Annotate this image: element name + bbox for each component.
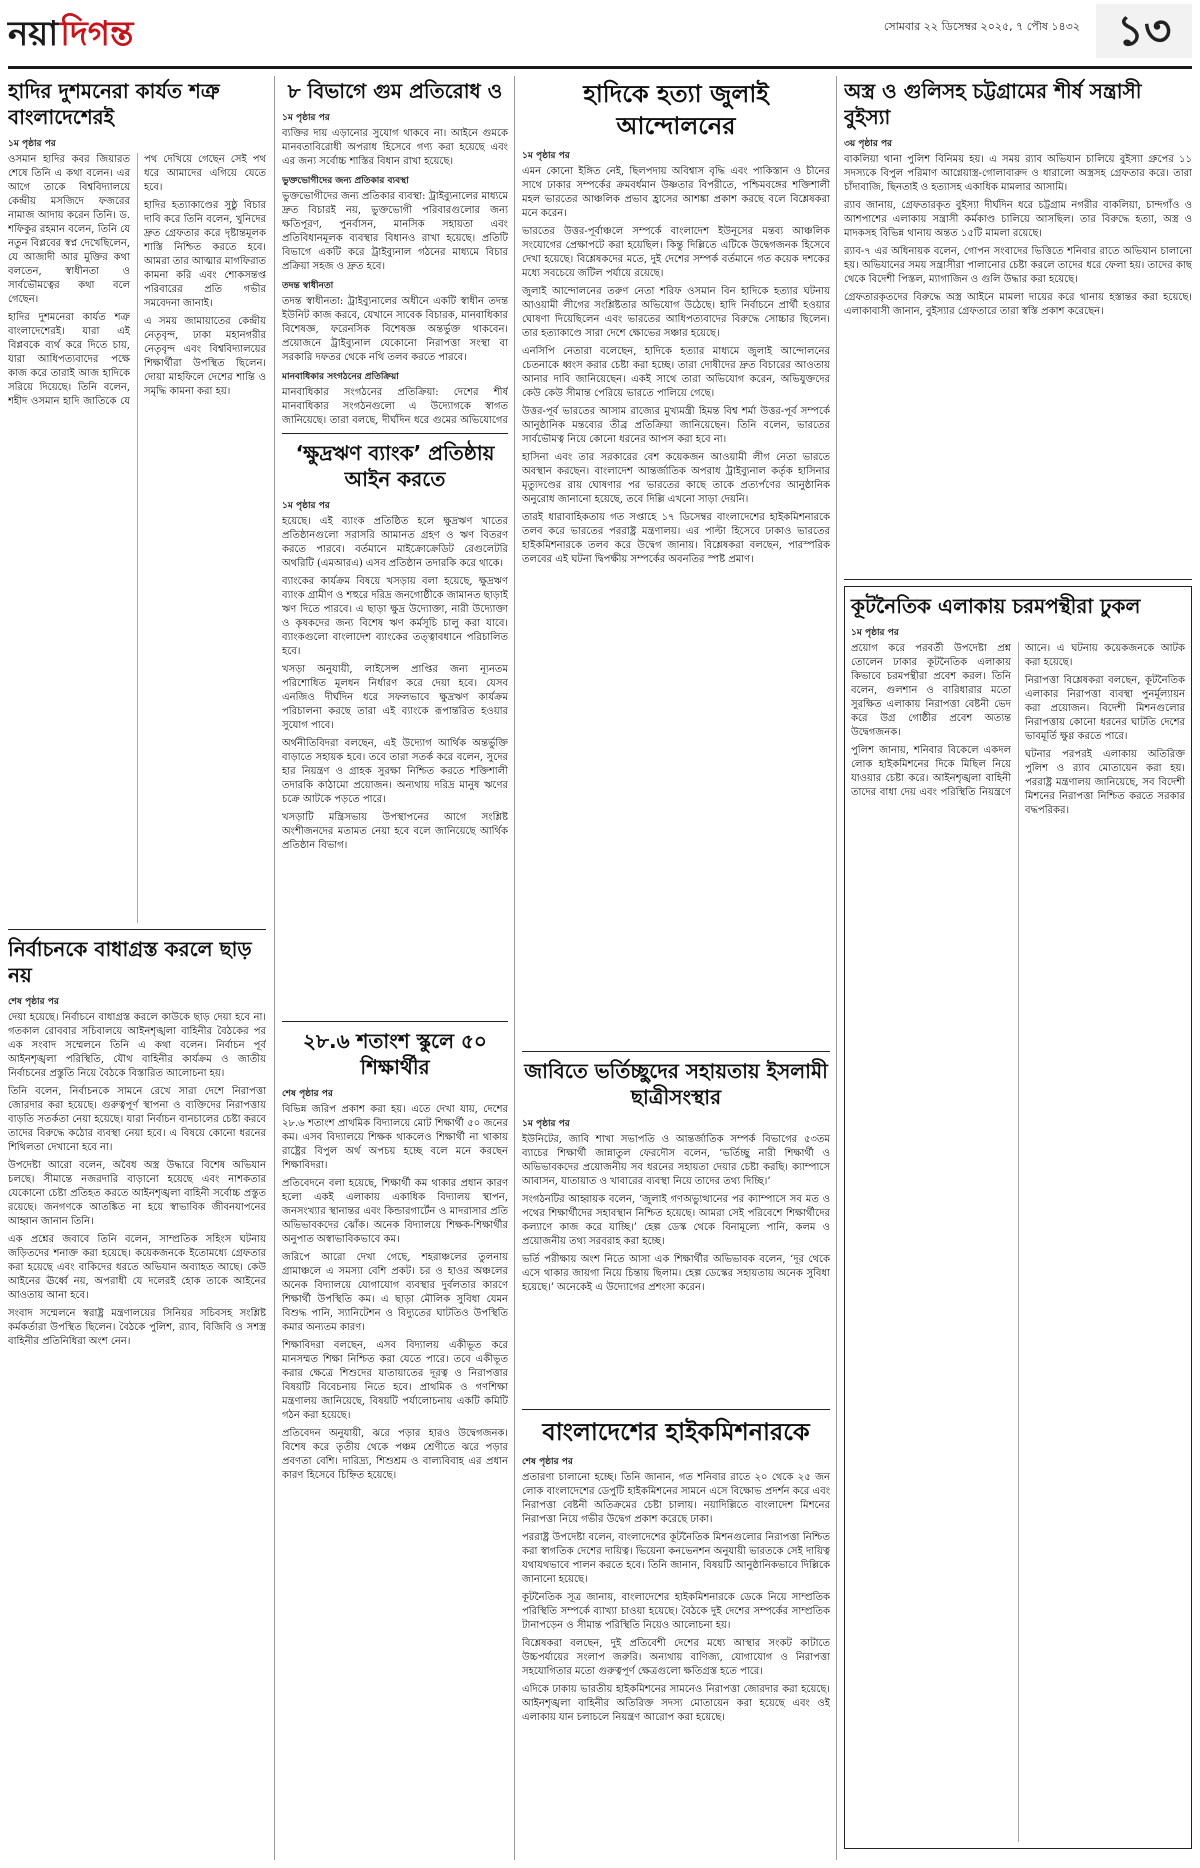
- paragraph: এমন কোনো ইঙ্গিত নেই, ছিলপদায় অবিশ্বাস বৃদ্ধি এবং পাকিস্তান ও চীনের সাথে ঢাকার সম্পর্কের ক্রমবর্ধমান উষ্ণতার বিপরীতে, পশ্চিমবঙ্গের শক্তিশালী মহল ভারতের আঞ্চলিক প্রভাব হ্রাসের আশঙ্কা প্রকাশ করছে বলে বিশ্লেষকরা মনে করেন।: [522, 166, 830, 219]
- story-school-students: [282, 1028, 508, 1483]
- paragraph: তিনি বলেন, নির্বাচনকে সামনে রেখে সারা দেশে নিরাপত্তা জোরদার করা হয়েছে। গুরুত্বপূর্ণ স্থাপনা ও ব্যক্তিদের নিরাপত্তায় বাড়তি সতর্কতা নেয়া হয়েছে। যারা নির্বাচন বানচালের চেষ্টা করবে তাদের বিরুদ্ধে কঠোর ব্যবস্থা নেয়া হবে। এ বিষয়ে কোনো ধরনের শিথিলতা দেখানো হবে না।: [8, 1086, 266, 1153]
- story-ctg-terrorist: [844, 78, 1192, 573]
- paragraph: সংবাদ সম্মেলনে স্বরাষ্ট্র মন্ত্রণালয়ের সিনিয়র সচিবসহ সংশ্লিষ্ট কর্মকর্তারা উপস্থিত ছিলেন। বৈঠকে পুলিশ, র‍্যাব, বিজিবি ও সশস্ত্র বাহিনীর প্রতিনিধিরা অংশ নেন।: [8, 1308, 266, 1347]
- headline[interactable]: ‘ক্ষুদ্রঋণ ব্যাংক’ প্রতিষ্ঠায় আইন করতে: [295, 441, 495, 491]
- paragraph: ব্যক্তির দায় এড়ানোর সুযোগ থাকবে না। আইনে গুমকে মানবতাবিরোধী অপরাধ হিসেবে গণ্য করা হয়েছে এবং এর জন্য সর্বোচ্চ শাস্তির বিধান রাখা হয়েছে।: [282, 128, 508, 167]
- headline[interactable]: ৮ বিভাগে গুম প্রতিরোধ ও: [287, 79, 503, 103]
- section-divider: [522, 1409, 830, 1410]
- paragraph: হাদির দুশমনেরা কার্যত শত্রু বাংলাদেশেরই। যারা এই বিপ্লবকে ব্যর্থ করে দিতে চায়, যারা আধিপত্যবাদের পক্ষে কাজ করে তারাই আজ হাদিকে সরিয়ে দিয়েছে। তিনি বলেন, শহীদ ওসমান হাদি জাতিকে যে পথ দেখিয়ে গেছেন সেই পথ ধরে আমাদের এগিয়ে যেতে হবে।: [8, 154, 266, 407]
- paragraph: হাসিনা এবং তার সরকারের বেশ কয়েকজন আওয়ামী লীগ নেতা ভারতে অবস্থান করছেন। বাংলাদেশ আন্তর্জাতিক অপরাধ ট্রাইব্যুনাল কর্তৃক হাসিনার মৃত্যুদণ্ডের রায় ঘোষণার পর ভারতের কাছে তাকে প্রত্যর্পণের আনুষ্ঠানিক অনুরোধ জানানো হয়েছে, তবে দিল্লি এখনো সাড়া দেয়নি।: [522, 452, 830, 505]
- paragraph: পুলিশ জানায়, শনিবার বিকেলে একদল লোক হাইকমিশনের দিকে মিছিল নিয়ে যাওয়ার চেষ্টা করে। আইনশৃঙ্খলা বাহিনী তাদের বাধা দেয় এবং পরিস্থিতি নিয়ন্ত্রণে আনে। এ ঘটনায় কয়েকজনকে আটক করা হয়েছে।: [851, 643, 1185, 798]
- section-divider: [282, 1021, 508, 1022]
- paragraph: ভুক্তভোগীদের জন্য প্রতিকার ব্যবস্থা: ট্রাইব্যুনালের মাধ্যমে দ্রুত বিচারই নয়, ভুক্তভোগী পরিবারগুলোর জন্য ক্ষতিপূরণ, পুনর্বাসন, মানসিক সহায়তা এবং প্রতিবিধানমূলক ব্যবস্থার বিধানও রাখা হয়েছে। প্রতিটি বিভাগে একটি করে ট্রাইব্যুনাল গঠনের মাধ্যমে বিচার প্রক্রিয়া সহজ ও দ্রুত হবে।: [282, 191, 508, 272]
- story-hadi-killing: [522, 78, 830, 1045]
- story-body: [522, 1133, 830, 1403]
- section-divider: [522, 1051, 830, 1052]
- column-2: [282, 78, 508, 1864]
- paragraph: প্রতিবেদন অনুযায়ী, ঝরে পড়ার হারও উদ্বেগজনক। বিশেষ করে তৃতীয় থেকে পঞ্চম শ্রেণীতে ঝরে পড়ার প্রবণতা বেশি। দারিদ্র্য, শিশুশ্রম ও বাল্যবিবাহ এর প্রধান কারণ হিসেবে চিহ্নিত হয়েছে।: [282, 1428, 508, 1481]
- continued-label: ১ম পৃষ্ঠার পর: [851, 628, 899, 638]
- paragraph: পররাষ্ট্র উপদেষ্টা বলেন, বাংলাদেশের কূটনৈতিক মিশনগুলোর নিরাপত্তা নিশ্চিত করা স্বাগতিক দেশের দায়িত্ব। ভিয়েনা কনভেনশন অনুযায়ী ভারতকে সেই দায়িত্ব যথাযথভাবে পালন করতে হবে। তিনি জানান, বিষয়টি আনুষ্ঠানিকভাবে দিল্লিকে জানানো হয়েছে।: [522, 1532, 830, 1585]
- paragraph: এক প্রশ্নের জবাবে তিনি বলেন, সাম্প্রতিক সহিংস ঘটনায় জড়িতদের শনাক্ত করা হয়েছে। কয়েকজনকে ইতোমধ্যে গ্রেফতার করা হয়েছে এবং বাকিদের ধরতে অভিযান অব্যাহত আছে। কেউ আইনের ঊর্ধ্বে নয়, অপরাধী যে দলেরই হোক তাকে আইনের আওতায় আনা হবে।: [8, 1234, 266, 1301]
- continued-label: ১ম পৃষ্ঠার পর: [8, 139, 56, 149]
- subhead: মানবাধিকার সংগঠনের প্রতিক্রিয়া: [282, 372, 399, 382]
- column-1: [8, 78, 266, 1864]
- paragraph: ওসমান হাদির কবর জিয়ারত শেষে তিনি এ কথা বলেন। এর আগে তাকে বিশ্ববিদ্যালয়ে কেন্দ্রীয় মসজিদে ফজরের নামাজ আদায় করেন তিনি। ড. শফিকুর রহমান বলেন, তিনি যে নতুন বিপ্লবের স্বপ্ন দেখেছিলেন, যে আজাদী আর মুক্তির কথা বলতেন, স্বাধীনতা ও সার্বভৌমত্বের কথা বলে গেছেন।: [8, 154, 130, 305]
- dateline: সোমবার ২২ ডিসেম্বর ২০২৫, ৭ পৌষ ১৪৩২: [883, 20, 1080, 33]
- paragraph: এদিকে ঢাকায় ভারতীয় হাইকমিশনের সামনেও নিরাপত্তা জোরদার করা হয়েছে। আইনশৃঙ্খলা বাহিনীর অতিরিক্ত সদস্য মোতায়েন করা হয়েছে এবং ওই এলাকায় যান চলাচলে নিয়ন্ত্রণ আরোপ করা হয়েছে।: [522, 1684, 830, 1723]
- story-election: [8, 936, 266, 1349]
- headline[interactable]: হাদিকে হত্যা জুলাই আন্দোলনের: [583, 80, 769, 140]
- paragraph: ভারতের উত্তর-পূর্বাঞ্চলে সম্পর্কে বাংলাদেশ ইউনূসের মন্তব্য আঞ্চলিক সংযোগের প্রেক্ষাপটে করা হয়েছিল। কিন্তু দিল্লিতে এটিকে উদ্বেগজনক হিসেবে দেখা হয়েছে। বিশ্লেষকদের মতে, দুই দেশের সম্পর্ক বর্তমানে গত কয়েক দশকের মধ্যে সবচেয়ে জটিল পর্যায়ে রয়েছে।: [522, 226, 830, 279]
- paragraph: এনসিপি নেতারা বলেছেন, হাদিকে হত্যার মাধ্যমে জুলাই আন্দোলনের চেতনাকে ধ্বংস করার চেষ্টা করা হচ্ছে। তারা দোষীদের দ্রুত বিচারের আওতায় আনার দাবি জানিয়েছেন। একই সাথে তারা অভিযোগ করেন, অভিযুক্তদের কেউ কেউ সীমান্ত পেরিয়ে ভারতে পালিয়ে গেছে।: [522, 346, 830, 399]
- headline[interactable]: হাদির দুশমনেরা কার্যত শত্রু বাংলাদেশেরই: [8, 79, 220, 129]
- story-microcredit: [282, 440, 508, 1015]
- story-body: [282, 127, 508, 427]
- paragraph: তদন্ত স্বাধীনতা: ট্রাইব্যুনালের অধীনে একটি স্বাধীন তদন্ত ইউনিট কাজ করবে, যেখানে সাবেক বিচারক, মানবাধিকার বিশেষজ্ঞ, ফরেনসিক বিশেষজ্ঞ অন্তর্ভুক্ত থাকবেন। প্রয়োজনে ট্রাইব্যুনাল যেকোনো নিরাপত্তা সংস্থা বা সরকারি দফতর থেকে নথি তলব করতে পারবে।: [282, 296, 508, 363]
- paragraph: প্রতিবেদনে বলা হয়েছে, শিক্ষার্থী কম থাকার প্রধান কারণ হলো একই এলাকায় একাধিক বিদ্যালয় স্থাপন, জনসংখ্যার স্থানান্তর এবং কিন্ডারগার্টেন ও মাদরাসার প্রতি অভিভাবকদের ঝোঁক। অনেক বিদ্যালয়ে শিক্ষক-শিক্ষার্থীর অনুপাত অস্বাভাবিকভাবে কম।: [282, 1178, 508, 1245]
- paragraph: অর্থনীতিবিদরা বলছেন, এই উদ্যোগ আর্থিক অন্তর্ভুক্তি বাড়াতে সহায়ক হবে। তবে তারা সতর্ক করে বলেন, সুদের হার নিয়ন্ত্রণ ও গ্রাহক সুরক্ষা নিশ্চিত করতে শক্তিশালী তদারকি কাঠামো প্রয়োজন। অন্যথায় দরিদ্র মানুষ ঋণের চক্রে আটকে পড়তে পারে।: [282, 738, 508, 805]
- paragraph: র‍্যাব-৭ এর অধিনায়ক বলেন, গোপন সংবাদের ভিত্তিতে শনিবার রাতে অভিযান চালানো হয়। অভিযানের সময় সন্ত্রাসীরা পালানোর চেষ্টা করলে তাদের ধরে ফেলা হয়। তাদের কাছ থেকে বিদেশী পিস্তল, ম্যাগাজিন ও গুলি উদ্ধার করা হয়েছে।: [844, 246, 1192, 285]
- paragraph: খসড়াটি মন্ত্রিসভায় উপস্থাপনের আগে সংশ্লিষ্ট অংশীজনদের মতামত নেয়া হবে বলে জানিয়েছে আর্থিক প্রতিষ্ঠান বিভাগ।: [282, 812, 508, 851]
- continued-label: ১ম পৃষ্ঠার পর: [522, 1119, 570, 1129]
- continued-label: শেষ পৃষ্ঠার পর: [522, 1457, 573, 1467]
- paragraph: গ্রেফতারকৃতদের বিরুদ্ধে অস্ত্র আইনে মামলা দায়ের করে থানায় হস্তান্তর করা হয়েছে। এলাকাবাসী জানান, বুইস্যার গ্রেফতারে তারা স্বস্তি প্রকাশ করেছেন।: [844, 292, 1192, 317]
- paragraph: দেয়া হয়েছে। নির্বাচনে বাধাগ্রস্ত করলে কাউকে ছাড় দেয়া হবে না। গতকাল রোববার সচিবালয়ে আইনশৃঙ্খলা বাহিনীর বৈঠকের পর এক সংবাদ সম্মেলনে তিনি এ কথা বলেন। নির্বাচন পূর্ব আইনশৃঙ্খলা পরিস্থিতি, যৌথ বাহিনীর কার্যক্রম ও জাতীয় নির্বাচনের প্রস্তুতি নিয়ে বৈঠকে বিস্তারিত আলোচনা হয়।: [8, 1012, 266, 1079]
- paragraph: ব্যাংকের কার্যক্রম বিষয়ে খসড়ায় বলা হয়েছে, ক্ষুদ্রঋণ ব্যাংক গ্রামীণ ও শহুরে দরিদ্র জনগোষ্ঠীকে জামানত ছাড়াই ঋণ দিতে পারবে। এ ছাড়া ক্ষুদ্র উদ্যোক্তা, নারী উদ্যোক্তা ও কৃষকদের জন্য বিশেষ ঋণ কর্মসূচি চালু করা যাবে। ব্যাংকগুলো বাংলাদেশ ব্যাংকের তত্ত্বাবধানে পরিচালিত হবে।: [282, 576, 508, 657]
- story-high-commission: [522, 1416, 830, 1725]
- headline[interactable]: বাংলাদেশের হাইকমিশনারকে: [542, 1418, 810, 1446]
- continued-label: শেষ পৃষ্ঠার পর: [8, 997, 59, 1007]
- story-body: [8, 153, 266, 923]
- column-divider: [514, 76, 515, 1860]
- paragraph: হয়েছে। এই ব্যাংক প্রতিষ্ঠিত হলে ক্ষুদ্রঋণ খাতের প্রতিষ্ঠানগুলো সরাসরি আমানত গ্রহণ ও ঋণ বিতরণ করতে পারবে। বর্তমানে মাইক্রোক্রেডিট রেগুলেটরি অথরিটি (এমআরএ) এসব প্রতিষ্ঠান তদারকি করে থাকে।: [282, 516, 508, 569]
- column-3: [522, 78, 830, 1864]
- paragraph: শিক্ষাবিদরা বলছেন, এসব বিদ্যালয় একীভূত করে মানসম্মত শিক্ষা নিশ্চিত করা যেতে পারে। তবে একীভূত করার ক্ষেত্রে শিশুদের যাতায়াতের দূরত্ব ও নিরাপত্তার বিষয়টি বিবেচনায় নিতে হবে। প্রাথমিক ও গণশিক্ষা মন্ত্রণালয় জানিয়েছে, বিষয়টি পর্যালোচনায় একটি কমিটি গঠন করা হয়েছে।: [282, 1340, 508, 1421]
- masthead-rule: [8, 66, 1192, 69]
- story-body: [522, 165, 830, 1045]
- paragraph: র‍্যাব জানায়, গ্রেফতারকৃত বুইস্যা দীর্ঘদিন ধরে চট্টগ্রাম নগরীর বাকলিয়া, চান্দগাঁও ও আশপাশের এলাকায় সন্ত্রাসী কর্মকাণ্ড চালিয়ে আসছিল। তার বিরুদ্ধে হত্যা, অস্ত্র ও মাদকসহ বিভিন্ন থানায় অন্তত ১৫টি মামলা রয়েছে।: [844, 200, 1192, 239]
- story-diplomatic-zone: [844, 586, 1192, 1849]
- section-divider: [282, 433, 508, 434]
- paragraph: নিরাপত্তা বিশ্লেষকরা বলছেন, কূটনৈতিক এলাকার নিরাপত্তা ব্যবস্থা পুনর্মূল্যায়ন করা প্রয়োজন। বিদেশী মিশনগুলোর নিরাপত্তায় কোনো ধরনের ঘাটতি দেশের ভাবমূর্তি ক্ষুণ্ণ করতে পারে।: [1025, 675, 1185, 742]
- column-divider: [836, 76, 837, 1860]
- paragraph: বাকলিয়া থানা পুলিশ বিনিময় হয়। এ সময় র‍্যাব অভিযান চালিয়ে বুইস্যা গ্রুপের ১১ সদস্যকে বিপুল পরিমাণ আগ্নেয়াস্ত্র-গোলাবারুদ ও ধারালো অস্ত্রসহ গ্রেফতার করে। তারা চাঁদাবাজি, ছিনতাই ও হত্যাসহ একাধিক মামলার আসামি।: [844, 154, 1192, 193]
- column-4: [844, 78, 1192, 1864]
- paragraph: ঘটনার পরপরই এলাকায় অতিরিক্ত পুলিশ ও র‍্যাব মোতায়েন করা হয়। পররাষ্ট্র মন্ত্রণালয় জানিয়েছে, সব বিদেশী মিশনের নিরাপত্তা নিশ্চিত করতে সরকার বদ্ধপরিকর।: [1025, 749, 1185, 816]
- paragraph: উপদেষ্টা আরো বলেন, অবৈধ অস্ত্র উদ্ধারে বিশেষ অভিযান চলছে। সীমান্তে নজরদারি বাড়ানো হয়েছে এবং নাশকতার যেকোনো চেষ্টা প্রতিহত করতে আইনশৃঙ্খলা বাহিনী সর্বোচ্চ প্রস্তুত রয়েছে। জনগণকে আতঙ্কিত না হয়ে স্বাভাবিক জীবনযাপনের আহ্বান জানান তিনি।: [8, 1160, 266, 1227]
- headline[interactable]: ২৮.৬ শতাংশ স্কুলে ৫০ শিক্ষার্থীর: [303, 1029, 487, 1079]
- logo-part-1: নয়া: [8, 14, 59, 54]
- paragraph: উত্তর-পূর্ব ভারতের আসাম রাজ্যের মুখ্যমন্ত্রী হিমন্ত বিশ্ব শর্মা উত্তর-পূর্ব সম্পর্কে আনুষ্ঠানিক মন্তব্যের তীব্র প্রতিক্রিয়া জানিয়েছেন। তিনি বলেন, ভারতের সার্বভৌমত্ব নিয়ে কোনো ধরনের আপস করা হবে না।: [522, 406, 830, 445]
- paragraph: তারই ধারাবাহিকতায় গত সপ্তাহে ১৭ ডিসেম্বর বাংলাদেশের হাইকমিশনারকে তলব করে ভারতের পররাষ্ট্র মন্ত্রণালয়। এর পাল্টা হিসেবে ঢাকাও ভারতের হাইকমিশনারকে তলব করে উদ্বেগ জানায়। বিশ্লেষকরা বলছেন, পারস্পরিক তলবের এই ঘটনা দ্বিপক্ষীয় সম্পর্কের অবনতির স্পষ্ট প্রমাণ।: [522, 512, 830, 565]
- paragraph: মানবাধিকার সংগঠনের প্রতিক্রিয়া: দেশের শীর্ষ মানবাধিকার সংগঠনগুলো এ উদ্যোগকে স্বাগত জানিয়েছে। তারা বলছে, দীর্ঘদিন ধরে গুমের অভিযোগের: [282, 387, 508, 426]
- headline[interactable]: নির্বাচনকে বাধাগ্রস্ত করলে ছাড় নয়: [8, 937, 252, 987]
- continued-label: ১ম পৃষ্ঠার পর: [282, 113, 330, 123]
- subhead: ভুক্তভোগীদের জন্য প্রতিকার ব্যবস্থা: [282, 176, 409, 186]
- paragraph: প্রতারণা চালানো হচ্ছে। তিনি জানান, গত শনিবার রাতে ২০ থেকে ২৫ জন লোক বাংলাদেশের ডেপুটি হাইকমিশনের সামনে এসে বিক্ষোভ প্রদর্শন করে এবং নিরাপত্তা বেষ্টনী অতিক্রমের চেষ্টা চালায়। নয়াদিল্লিতে বাংলাদেশ মিশনের নিরাপত্তা নিয়ে গভীর উদ্বেগ প্রকাশ করেছে ঢাকা।: [522, 1472, 830, 1525]
- masthead: [0, 0, 1200, 64]
- story-enforced-disappearance: [282, 78, 508, 427]
- paragraph: ভর্তি পরীক্ষায় অংশ নিতে আসা এক শিক্ষার্থীর অভিভাবক বলেন, ‘দূর থেকে এসে থাকার জায়গা নিয়ে চিন্তায় ছিলাম। হেল্প ডেস্কের সহায়তায় অনেক সুবিধা হয়েছে।’ অনেকেই এ উদ্যোগের প্রশংসা করেন।: [522, 1254, 830, 1293]
- paragraph: ইউনিটের, জাবি শাখা সভাপতি ও আন্তর্জাতিক সম্পর্ক বিভাগের ৫৩তম ব্যাচের শিক্ষার্থী জান্নাতুল ফেরদৌস বলেন, ‘ভর্তিচ্ছু নারী শিক্ষার্থী ও অভিভাবকদের প্রয়োজনীয় সব ধরনের সহায়তা দেয়ার চেষ্টা করছি। ক্যাম্পাসে আবাসন, যাতায়াত ও খাবারের ব্যবস্থা নিয়ে তাদের তথ্য দিচ্ছি।’: [522, 1134, 830, 1187]
- headline[interactable]: কূটনৈতিক এলাকায় চরমপন্থীরা ঢুকল: [851, 594, 1141, 618]
- continued-label: ৩য় পৃষ্ঠার পর: [844, 139, 893, 149]
- subhead: তদন্ত স্বাধীনতা: [282, 281, 334, 291]
- story-hadi-enemies: [8, 78, 266, 923]
- paragraph: বিভিন্ন জরিপ প্রকাশ করা হয়। এতে দেখা যায়, দেশের ২৮.৬ শতাংশ প্রাথমিক বিদ্যালয়ে মোট শিক্ষার্থী ৫০ জনের কম। এসব বিদ্যালয়ে শিক্ষক থাকলেও শিক্ষার্থী না থাকায় রাষ্ট্রের বিপুল অর্থ অপচয় হচ্ছে বলে মনে করছেন শিক্ষাবিদরা।: [282, 1104, 508, 1171]
- story-body: [844, 153, 1192, 573]
- story-body: [282, 515, 508, 1015]
- continued-label: ১ম পৃষ্ঠার পর: [282, 501, 330, 511]
- paragraph: কূটনৈতিক সূত্র জানায়, বাংলাদেশের হাইকমিশনারকে ডেকে নিয়ে সাম্প্রতিক পরিস্থিতি সম্পর্কে ব্যাখ্যা চাওয়া হয়েছে। বৈঠকে দুই দেশের সম্পর্কের সাম্প্রতিক টানাপড়েন ও সীমান্ত পরিস্থিতি নিয়েও আলোচনা হয়।: [522, 1592, 830, 1631]
- section-divider: [8, 929, 266, 930]
- page-number: ১৩: [1096, 4, 1192, 58]
- paragraph: প্রয়োগ করে পরবর্তী উপদেষ্টা প্রশ্ন তোলেন ঢাকার কূটনৈতিক এলাকায় কিভাবে চরমপন্থীরা প্রবেশ করল। তিনি বলেন, গুলশান ও বারিধারার মতো সুরক্ষিত এলাকায় নিরাপত্তা বেষ্টনী ভেদ করে উগ্র গোষ্ঠীর প্রবেশ অত্যন্ত উদ্বেগজনক।: [851, 643, 1011, 738]
- column-divider: [274, 76, 275, 1860]
- headline[interactable]: অস্ত্র ও গুলিসহ চট্টগ্রামের শীর্ষ সন্ত্রাসী বুইস্যা: [844, 79, 1142, 129]
- section-divider: [844, 579, 1192, 580]
- continued-label: ১ম পৃষ্ঠার পর: [522, 151, 570, 161]
- newspaper-logo[interactable]: [8, 8, 134, 65]
- paragraph: বিশ্লেষকরা বলছেন, দুই প্রতিবেশী দেশের মধ্যে আস্থার সংকট কাটাতে উচ্চপর্যায়ের সংলাপ জরুরি। অন্যথায় বাণিজ্য, যোগাযোগ ও নিরাপত্তা সহযোগিতার মতো গুরুত্বপূর্ণ ক্ষেত্রগুলো ক্ষতিগ্রস্ত হতে পারে।: [522, 1638, 830, 1677]
- logo-part-2: দিগন্ত: [60, 14, 134, 54]
- paragraph: খসড়া অনুযায়ী, লাইসেন্স প্রাপ্তির জন্য ন্যূনতম পরিশোধিত মূলধন নির্ধারণ করে দেয়া হবে। যেসব এনজিও দীর্ঘদিন ধরে সফলভাবে ক্ষুদ্রঋণ কার্যক্রম পরিচালনা করছে তারা এই ব্যাংকে রূপান্তরিত হওয়ার সুযোগ পাবে।: [282, 664, 508, 731]
- paragraph: এ সময় জামায়াতের কেন্দ্রীয় নেতৃবৃন্দ, ঢাকা মহানগরীর নেতৃবৃন্দ এবং বিশ্ববিদ্যালয়ের শিক্ষার্থীরা উপস্থিত ছিলেন। দোয়া মাহফিলে দেশের শান্তি ও সমৃদ্ধি কামনা করা হয়।: [144, 316, 266, 397]
- paragraph: জুলাই আন্দোলনের তরুণ নেতা শরিফ ওসমান বিন হাদিকে হত্যার ঘটনায় আওয়ামী লীগের সংশ্লিষ্টতার অভিযোগ উঠেছে। হাদি নির্বাচনে প্রার্থী হওয়ার ঘোষণা দিয়েছিলেন এবং ভারতের আধিপত্যবাদের বিরুদ্ধে সোচ্চার ছিলেন। তার হত্যাকাণ্ডে সারা দেশে ক্ষোভের সঞ্চার হয়েছে।: [522, 286, 830, 339]
- story-body: [851, 642, 1185, 1842]
- paragraph: জরিপে আরো দেখা গেছে, শহরাঞ্চলের তুলনায় গ্রামাঞ্চলে এ সমস্যা বেশি প্রকট। চর ও হাওর অঞ্চলের অনেক বিদ্যালয়ে যোগাযোগ ব্যবস্থার দুর্বলতার কারণে শিক্ষার্থী উপস্থিতি কম। এ ছাড়া মৌলিক সুবিধা যেমন বিশুদ্ধ পানি, স্যানিটেশন ও বিদ্যুতের ঘাটতিও উপস্থিতি কমার অন্যতম কারণ।: [282, 1252, 508, 1333]
- paragraph: হাদির হত্যাকাণ্ডের সুষ্ঠু বিচার দাবি করে তিনি বলেন, খুনিদের দ্রুত গ্রেফতার করে দৃষ্টান্তমূলক শাস্তি নিশ্চিত করতে হবে। আমরা তার আত্মার মাগফিরাত কামনা করি এবং শোকসন্তপ্ত পরিবারের প্রতি গভীর সমবেদনা জানাই।: [144, 200, 266, 309]
- continued-label: শেষ পৃষ্ঠার পর: [282, 1089, 333, 1099]
- headline[interactable]: জাবিতে ভর্তিচ্ছুদের সহায়তায় ইসলামী ছাত্রীসংস্থার: [524, 1059, 828, 1109]
- paragraph: সংগঠনটির আহ্বায়ক বলেন, ‘জুলাই গণঅভ্যুত্থানের পর ক্যাম্পাসে সব মত ও পথের শিক্ষার্থীদের সহাবস্থান নিশ্চিত হয়েছে। আমরা সেই পরিবেশে শিক্ষার্থীদের কল্যাণে কাজ করে যাচ্ছি।’ হেল্প ডেস্ক থেকে বিনামূল্যে পানি, কলম ও প্রয়োজনীয় তথ্য সরবরাহ করা হচ্ছে।: [522, 1194, 830, 1247]
- story-shibir: [522, 1058, 830, 1403]
